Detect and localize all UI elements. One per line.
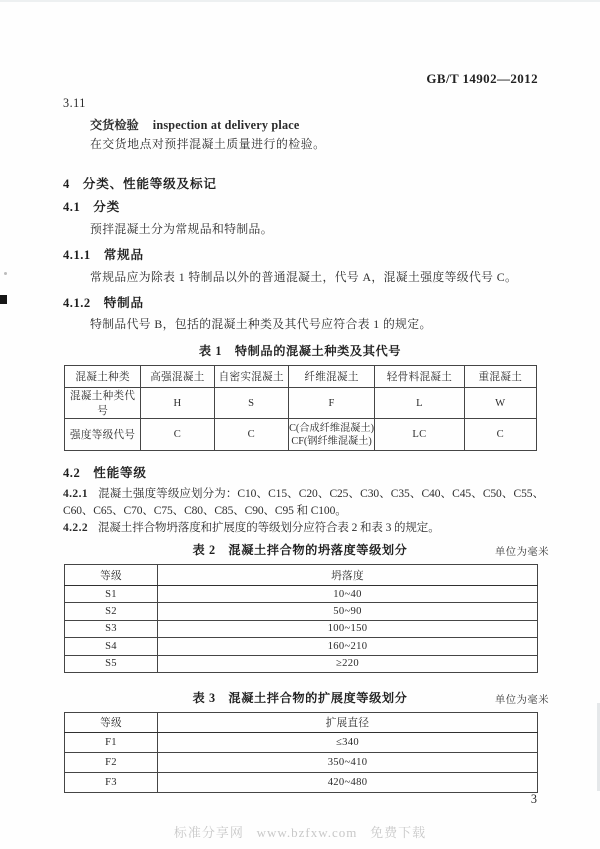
section-4-2-number: 4.2 <box>63 466 81 480</box>
section-4-1-2-body: 特制品代号 B，包括的混凝土种类及其代号应符合表 1 的规定。 <box>90 317 432 331</box>
section-4-2-title: 性能等级 <box>93 466 147 480</box>
table-cell: 强度等级代号 <box>65 419 141 451</box>
table-header-cell: 等级 <box>65 565 158 586</box>
table-header-cell: 等级 <box>65 713 158 733</box>
table-cell: S3 <box>65 620 158 637</box>
scan-ink-mark <box>0 295 7 304</box>
table-cell: 350~410 <box>158 753 538 773</box>
table-cell: 重混凝土 <box>464 366 536 388</box>
table-cell: C <box>214 419 288 451</box>
section-4-1-2-number: 4.1.2 <box>63 296 91 310</box>
section-4-1-number: 4.1 <box>63 200 81 214</box>
table-row <box>65 419 537 451</box>
table-cell: S4 <box>65 638 158 655</box>
table-cell: F1 <box>65 733 158 753</box>
table-row <box>65 620 538 637</box>
table-cell: 高强混凝土 <box>141 366 214 388</box>
table-3-caption: 表 3 混凝土拌合物的扩展度等级划分 <box>192 691 408 705</box>
section-4-title: 分类、性能等级及标记 <box>82 177 217 191</box>
clause-4-2-1-number: 4.2.1 <box>63 488 88 500</box>
page-number: 3 <box>530 792 537 806</box>
table-row <box>65 655 538 672</box>
clause-4-2-1-body: 混凝土强度等级应划分为：C10、C15、C20、C25、C30、C35、C40、C45、C50、C55、C60、C65、C70、C75、C80、C85、C90、C95 和 C100。 <box>63 488 544 517</box>
table-cell: F <box>288 388 374 419</box>
table-header-cell: 坍落度 <box>158 565 538 586</box>
section-4-1-title: 分类 <box>93 200 121 214</box>
clause-4-2-2-number: 4.2.2 <box>63 522 88 534</box>
fiber-code-synthetic: C(合成纤维混凝土) <box>289 422 375 434</box>
table-1 <box>64 365 537 451</box>
table-row <box>65 603 538 620</box>
clause-311-definition: 在交货地点对预拌混凝土质量进行的检验。 <box>90 137 326 151</box>
table-cell-fiber-codes <box>288 419 374 451</box>
table-cell: S2 <box>65 603 158 620</box>
watermark-text: 标准分享网 www.bzfxw.com 免费下载 <box>173 825 427 840</box>
table-1-caption: 表 1 特制品的混凝土种类及其代号 <box>198 344 402 358</box>
scan-top-edge <box>0 0 600 2</box>
table-3-caption-bar <box>63 689 549 706</box>
clause-311-number: 3.11 <box>63 96 86 110</box>
table-cell: 自密实混凝土 <box>214 366 288 388</box>
term-english: inspection at delivery place <box>152 118 300 132</box>
table-cell: F3 <box>65 773 158 793</box>
table-2-caption-bar <box>63 541 549 558</box>
scan-speck <box>4 272 7 275</box>
standard-code-header: GB/T 14902—2012 <box>426 71 538 86</box>
table-cell: S1 <box>65 586 158 603</box>
table-row <box>65 638 538 655</box>
table-cell: 纤维混凝土 <box>288 366 374 388</box>
table-cell: 100~150 <box>158 620 538 637</box>
table-3 <box>64 712 538 793</box>
table-cell: ≤340 <box>158 733 538 753</box>
clause-4-2-2-paragraph <box>63 520 544 537</box>
table-row <box>65 388 537 419</box>
table-2-unit-note: 单位为毫米 <box>495 547 549 558</box>
table-cell: C <box>464 419 536 451</box>
clause-4-2-1-paragraph <box>63 486 544 520</box>
table-cell: LC <box>375 419 464 451</box>
table-cell: W <box>464 388 536 419</box>
section-4-1-1-body: 常规品应为除表 1 特制品以外的普通混凝土，代号 A，混凝土强度等级代号 C。 <box>90 270 518 284</box>
table-row <box>65 773 538 793</box>
table-row <box>65 733 538 753</box>
section-4-1-1-number: 4.1.1 <box>63 248 91 262</box>
fiber-code-steel: CF(钢纤维混凝土) <box>291 435 372 447</box>
table-cell: 50~90 <box>158 603 538 620</box>
section-4-number: 4 <box>63 177 70 191</box>
table-row <box>65 753 538 773</box>
section-4-1-2-title: 特制品 <box>103 296 144 310</box>
table-cell: 420~480 <box>158 773 538 793</box>
table-cell: H <box>141 388 214 419</box>
table-cell: F2 <box>65 753 158 773</box>
section-4-1-body: 预拌混凝土分为常规品和特制品。 <box>90 222 273 236</box>
table-row <box>65 366 537 388</box>
section-4-1-2-heading <box>63 292 144 311</box>
table-header-row <box>65 565 538 586</box>
table-3-unit-note: 单位为毫米 <box>495 695 549 706</box>
section-4-1-1-heading <box>63 244 144 263</box>
table-cell: C <box>141 419 214 451</box>
section-4-1-heading <box>63 196 120 215</box>
table-row <box>65 586 538 603</box>
table-2 <box>64 564 538 673</box>
clause-4-2-2-body: 混凝土拌合物坍落度和扩展度的等级划分应符合表 2 和表 3 的规定。 <box>98 522 440 534</box>
section-4-2-heading <box>63 462 147 481</box>
table-cell: S5 <box>65 655 158 672</box>
section-4-heading <box>63 173 217 192</box>
table-header-cell: 扩展直径 <box>158 713 538 733</box>
table-header-row <box>65 713 538 733</box>
table-cell: 160~210 <box>158 638 538 655</box>
table-cell: 混凝土种类 <box>65 366 141 388</box>
table-cell: 混凝土种类代号 <box>65 388 141 419</box>
table-2-caption: 表 2 混凝土拌合物的坍落度等级划分 <box>192 543 408 557</box>
table-cell: 10~40 <box>158 586 538 603</box>
clause-311-term <box>90 116 300 133</box>
table-cell: S <box>214 388 288 419</box>
term-chinese: 交货检验 <box>90 118 139 132</box>
section-4-1-1-title: 常规品 <box>103 248 144 262</box>
table-cell: 轻骨料混凝土 <box>375 366 464 388</box>
table-cell: L <box>375 388 464 419</box>
table-cell: ≥220 <box>158 655 538 672</box>
